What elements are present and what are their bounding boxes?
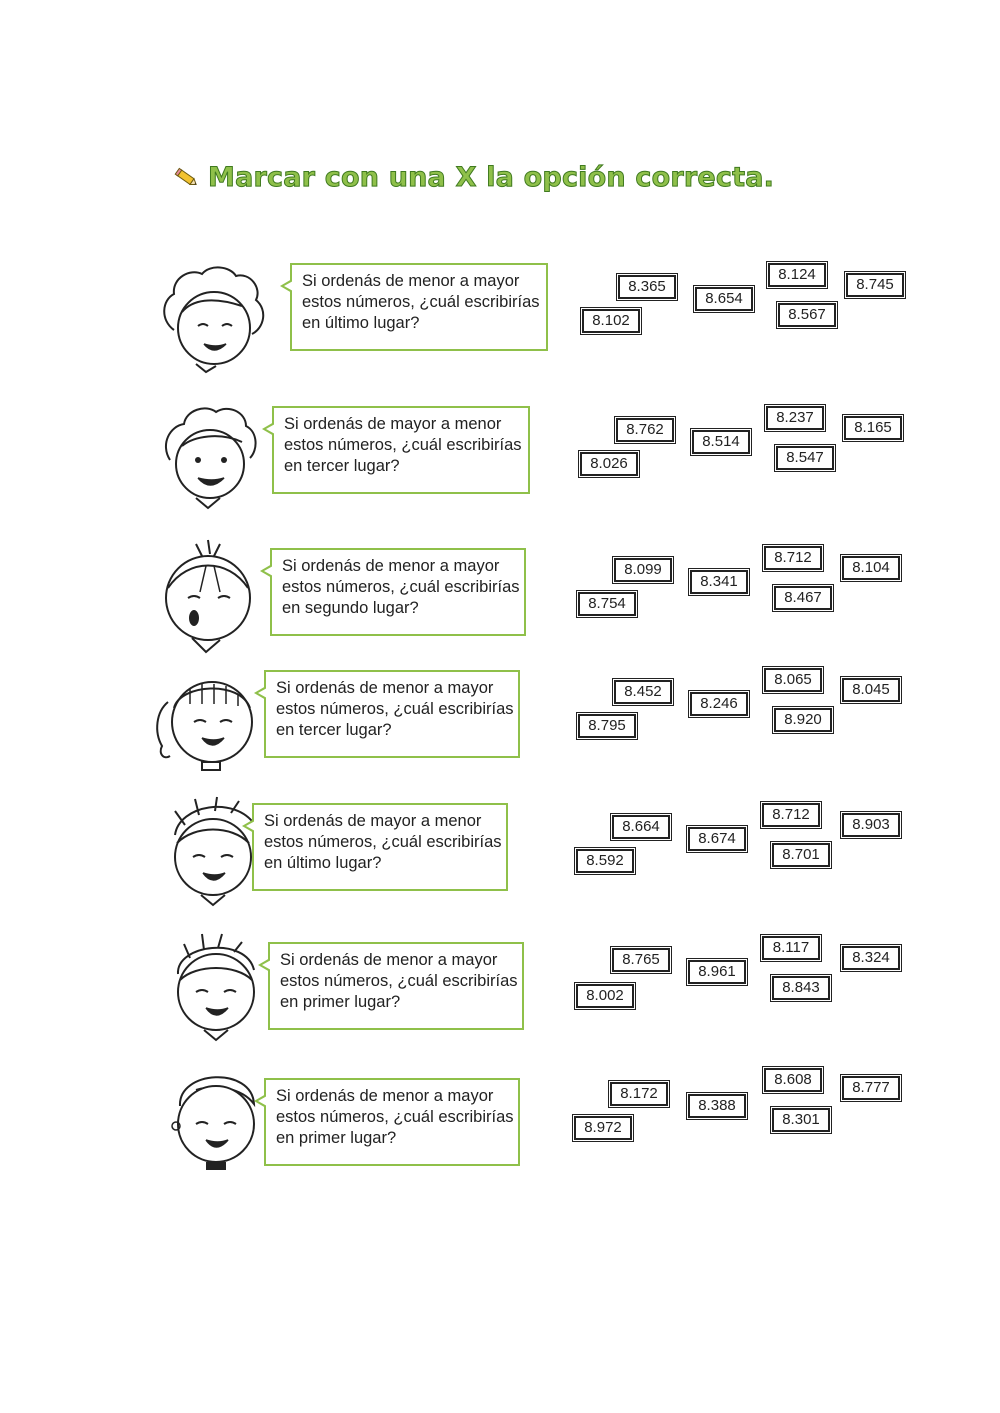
number-option[interactable]: 8.301 (772, 1108, 830, 1132)
question-row-3 (0, 538, 1000, 668)
number-option[interactable]: 8.388 (688, 1094, 746, 1118)
child-face-icon (150, 662, 270, 782)
number-option[interactable]: 8.972 (574, 1116, 632, 1140)
number-option[interactable]: 8.341 (690, 570, 748, 594)
question-row-7 (0, 1062, 1000, 1192)
number-option[interactable]: 8.712 (762, 803, 820, 827)
question-text-line: estos números, ¿cuál escribirías (282, 578, 520, 596)
number-option[interactable]: 8.547 (776, 446, 834, 470)
number-option[interactable]: 8.608 (764, 1068, 822, 1092)
question-text-line: en tercer lugar? (276, 721, 392, 739)
number-option[interactable]: 8.365 (618, 275, 676, 299)
question-row-5 (0, 795, 1000, 925)
question-bubble (264, 1078, 520, 1166)
number-option[interactable]: 8.172 (610, 1082, 668, 1106)
question-text-line: en segundo lugar? (282, 599, 419, 617)
number-option[interactable]: 8.762 (616, 418, 674, 442)
number-option[interactable]: 8.567 (778, 303, 836, 327)
number-option[interactable]: 8.102 (582, 309, 640, 333)
number-option[interactable]: 8.592 (576, 849, 634, 873)
number-option[interactable]: 8.777 (842, 1076, 900, 1100)
question-bubble (252, 803, 508, 891)
question-text-line: Si ordenás de menor a mayor (302, 272, 520, 290)
question-bubble (290, 263, 548, 351)
question-bubble (268, 942, 524, 1030)
question-text-line: Si ordenás de menor a mayor (276, 679, 494, 697)
question-bubble (272, 406, 530, 494)
question-text-line: Si ordenás de menor a mayor (280, 951, 498, 969)
question-row-1 (0, 255, 1000, 385)
number-option[interactable]: 8.452 (614, 680, 672, 704)
number-option[interactable]: 8.324 (842, 946, 900, 970)
number-option[interactable]: 8.754 (578, 592, 636, 616)
question-text-line: en último lugar? (302, 314, 420, 332)
number-option[interactable]: 8.795 (578, 714, 636, 738)
number-option[interactable]: 8.099 (614, 558, 672, 582)
number-option[interactable]: 8.065 (764, 668, 822, 692)
pencil-icon (172, 164, 200, 192)
page-title: Marcar con una X la opción correcta. (208, 162, 775, 193)
child-face-icon (152, 260, 272, 380)
number-option[interactable]: 8.124 (768, 263, 826, 287)
number-option[interactable]: 8.712 (764, 546, 822, 570)
number-option[interactable]: 8.664 (612, 815, 670, 839)
question-text-line: en último lugar? (264, 854, 382, 872)
number-option[interactable]: 8.026 (580, 452, 638, 476)
question-row-4 (0, 662, 1000, 792)
question-bubble (264, 670, 520, 758)
question-text-line: estos números, ¿cuál escribirías (284, 436, 522, 454)
question-text-line: en tercer lugar? (284, 457, 400, 475)
child-face-icon (156, 930, 276, 1050)
number-option[interactable]: 8.745 (846, 273, 904, 297)
number-option[interactable]: 8.514 (692, 430, 750, 454)
number-option[interactable]: 8.654 (695, 287, 753, 311)
number-option[interactable]: 8.002 (576, 984, 634, 1008)
number-option[interactable]: 8.843 (772, 976, 830, 1000)
number-option[interactable]: 8.920 (774, 708, 832, 732)
title-block (172, 162, 774, 193)
child-face-icon (148, 538, 268, 658)
question-text-line: estos números, ¿cuál escribirías (302, 293, 540, 311)
question-text-line: estos números, ¿cuál escribirías (276, 1108, 514, 1126)
number-option[interactable]: 8.246 (690, 692, 748, 716)
number-option[interactable]: 8.765 (612, 948, 670, 972)
question-text-line: Si ordenás de menor a mayor (282, 557, 500, 575)
child-face-icon (156, 1062, 276, 1182)
question-text-line: en primer lugar? (280, 993, 401, 1011)
number-option[interactable]: 8.961 (688, 960, 746, 984)
question-row-6 (0, 930, 1000, 1060)
question-bubble (270, 548, 526, 636)
number-option[interactable]: 8.104 (842, 556, 900, 580)
child-face-icon (150, 398, 270, 518)
question-text-line: Si ordenás de mayor a menor (264, 812, 482, 830)
question-text-line: Si ordenás de menor a mayor (276, 1087, 494, 1105)
number-option[interactable]: 8.165 (844, 416, 902, 440)
question-text-line: Si ordenás de mayor a menor (284, 415, 502, 433)
number-option[interactable]: 8.701 (772, 843, 830, 867)
number-option[interactable]: 8.117 (762, 936, 820, 960)
question-text-line: en primer lugar? (276, 1129, 397, 1147)
number-option[interactable]: 8.045 (842, 678, 900, 702)
question-text-line: estos números, ¿cuál escribirías (280, 972, 518, 990)
question-row-2 (0, 398, 1000, 528)
number-option[interactable]: 8.903 (842, 813, 900, 837)
number-option[interactable]: 8.674 (688, 827, 746, 851)
question-text-line: estos números, ¿cuál escribirías (276, 700, 514, 718)
number-option[interactable]: 8.467 (774, 586, 832, 610)
number-option[interactable]: 8.237 (766, 406, 824, 430)
question-text-line: estos números, ¿cuál escribirías (264, 833, 502, 851)
